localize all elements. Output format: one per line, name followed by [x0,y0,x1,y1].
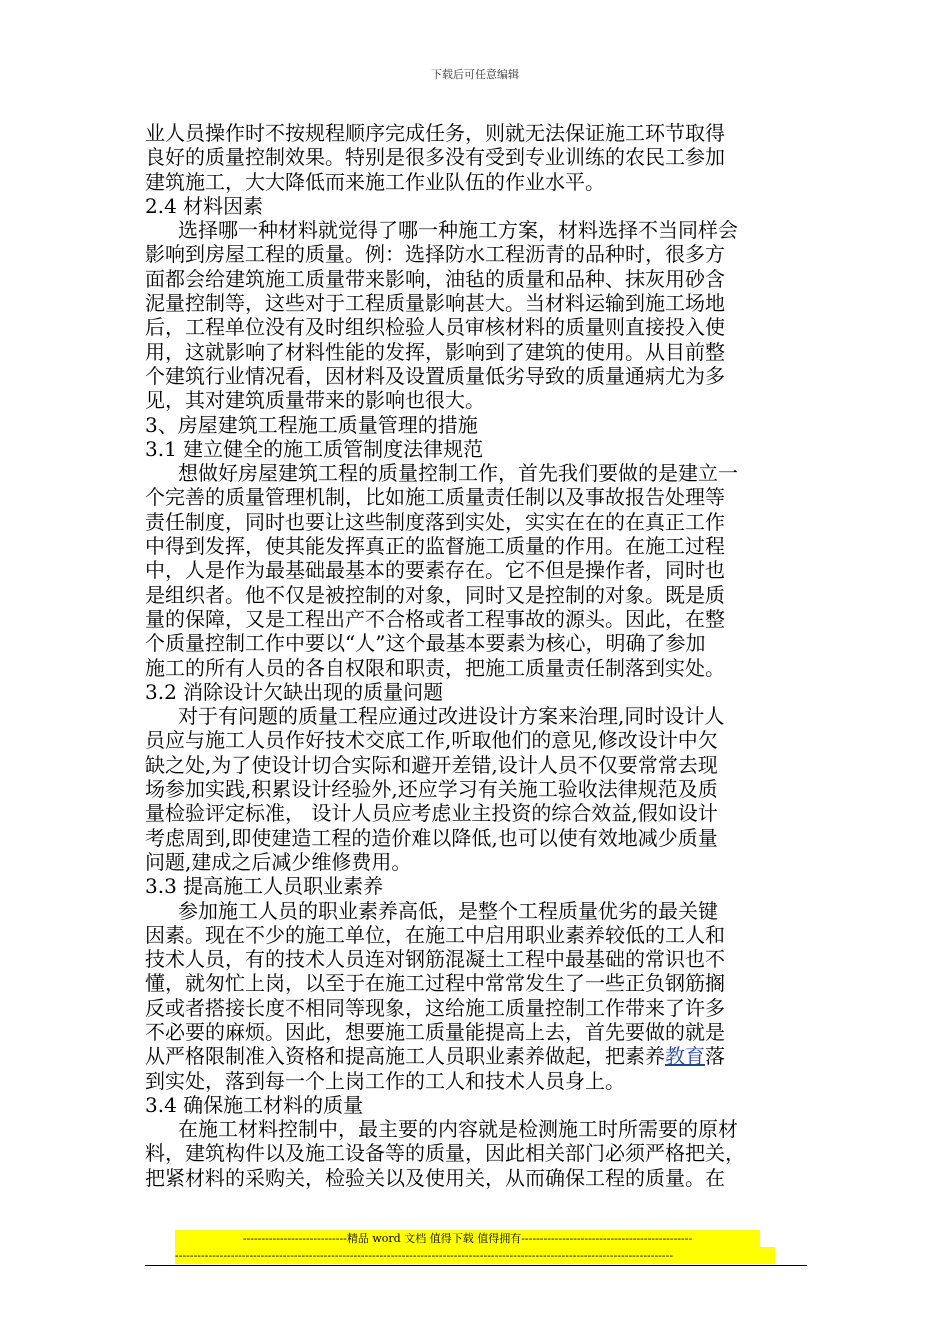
text-line: 问题,建成之后减少维修费用。 [145,849,412,874]
text-line-with-link [145,1044,810,1068]
education-link[interactable]: 教育 [665,1044,705,1069]
text-line: 缺之处,为了使设计切合实际和避开差错,设计人员不仅要常常去现 [145,752,718,777]
text-line: 不必要的麻烦。因此，想要施工质量能提高上去，首先要做的就是 [145,1019,725,1044]
text-line: 量的保障，又是工程出产不合格或者工程事故的源头。因此，在整 [145,606,725,631]
text-line: 因素。现在不少的施工单位，在施工中启用职业素养较低的工人和 [145,922,725,947]
document-body [145,121,810,1190]
text-line: 对于有问题的质量工程应通过改进设计方案来治理,同时设计人 [178,704,725,729]
text-line: 3.4 确保施工材料的质量 [145,1092,364,1117]
text-line: 懂，就匆忙上岗，以至于在施工过程中常常发生了一些正负钢筋搁 [145,971,725,996]
text-line: 员应与施工人员作好技术交底工作,听取他们的意见,修改设计中欠 [145,728,718,753]
text-line: 个完善的质量管理机制，比如施工质量责任制以及事故报告处理等 [145,485,725,510]
text-segment: 落 [705,1044,725,1069]
text-line: 后，工程单位没有及时组织检验人员审核材料的质量则直接投入使 [145,315,725,340]
text-line: 业人员操作时不按规程顺序完成任务，则就无法保证施工环节取得 [145,121,725,145]
text-line: 用，这就影响了材料性能的发挥，影响到了建筑的使用。从目前整 [145,339,725,364]
text-line: 技术人员，有的技术人员连对钢筋混凝土工程中最基础的常识也不 [145,947,725,972]
text-line: 在施工材料控制中，最主要的内容就是检测施工时所需要的原材 [178,1117,738,1142]
text-line: 见，其对建筑质量带来的影响也很大。 [145,388,485,413]
text-line: 反或者搭接长度不相同等现象，这给施工质量控制工作带来了许多 [145,995,725,1020]
text-line: 个建筑行业情况看，因材料及设置质量低劣导致的质量通病尤为多 [145,363,725,388]
text-line: 到实处，落到每一个上岗工作的工人和技术人员身上。 [145,1068,625,1093]
text-line: 3.2 消除设计欠缺出现的质量问题 [145,679,444,704]
page-footer [175,1230,775,1264]
text-line: 3、房屋建筑工程施工质量管理的措施 [145,412,478,437]
footer-dashes: -------------------------------------------------------------------------------------------------------------------------------------- [175,1247,775,1264]
page-header: 下载后可任意编辑 [431,68,519,81]
text-line: 参加施工人员的职业素养高低，是整个工程质量优劣的最关键 [178,898,718,923]
text-line: 中，人是作为最基础最基本的要素存在。它不但是操作者，同时也 [145,558,725,583]
text-line: 面都会给建筑施工质量带来影响，油毡的质量和品种、抹灰用砂含 [145,266,725,291]
text-line: 3.1 建立健全的施工质管制度法律规范 [145,436,484,461]
text-line: 良好的质量控制效果。特别是很多没有受到专业训练的农民工参加 [145,145,725,170]
text-line: 责任制度，同时也要让这些制度落到实处，实实在在的在真正工作 [145,509,725,534]
text-line: 场参加实践,积累设计经验外,还应学习有关施工验收法律规范及质 [145,777,718,802]
text-line: 影响到房屋工程的质量。例：选择防水工程沥青的品种时，很多方 [145,242,725,267]
text-line: 量检验评定标准， 设计人员应考虑业主投资的综合效益,假如设计 [145,801,718,826]
text-line: 把紧材料的采购关，检验关以及使用关，从而确保工程的质量。在 [145,1165,725,1190]
text-line: 考虑周到,即使建造工程的造价难以降低,也可以使有效地减少质量 [145,825,718,850]
text-line: 想做好房屋建筑工程的质量控制工作，首先我们要做的是建立一 [178,461,738,486]
footer-banner: ----------------------------精品 word 文档 值得下载 值得拥有---------------------------------------------- [175,1230,760,1247]
footer-rule [145,1265,807,1266]
text-line: 是组织者。他不仅是被控制的对象，同时又是控制的对象。既是质 [145,582,725,607]
text-line: 2.4 材料因素 [145,193,264,218]
text-segment: 从严格限制准入资格和提高施工人员职业素养做起，把素养 [145,1044,665,1069]
text-line: 中得到发挥，使其能发挥真正的监督施工质量的作用。在施工过程 [145,534,725,559]
text-line: 施工的所有人员的各自权限和职责，把施工质量责任制落到实处。 [145,655,725,680]
text-line: 个质量控制工作中要以“人”这个最基本要素为核心，明确了参加 [145,631,706,656]
text-line: 3.3 提高施工人员职业素养 [145,874,384,899]
text-line: 料，建筑构件以及施工设备等的质量，因此相关部门必须严格把关， [145,1141,745,1166]
text-line: 泥量控制等，这些对于工程质量影响甚大。当材料运输到施工场地 [145,291,725,316]
text-line: 建筑施工，大大降低而来施工作业队伍的作业水平。 [145,169,605,194]
text-line: 选择哪一种材料就觉得了哪一种施工方案，材料选择不当同样会 [178,218,738,243]
